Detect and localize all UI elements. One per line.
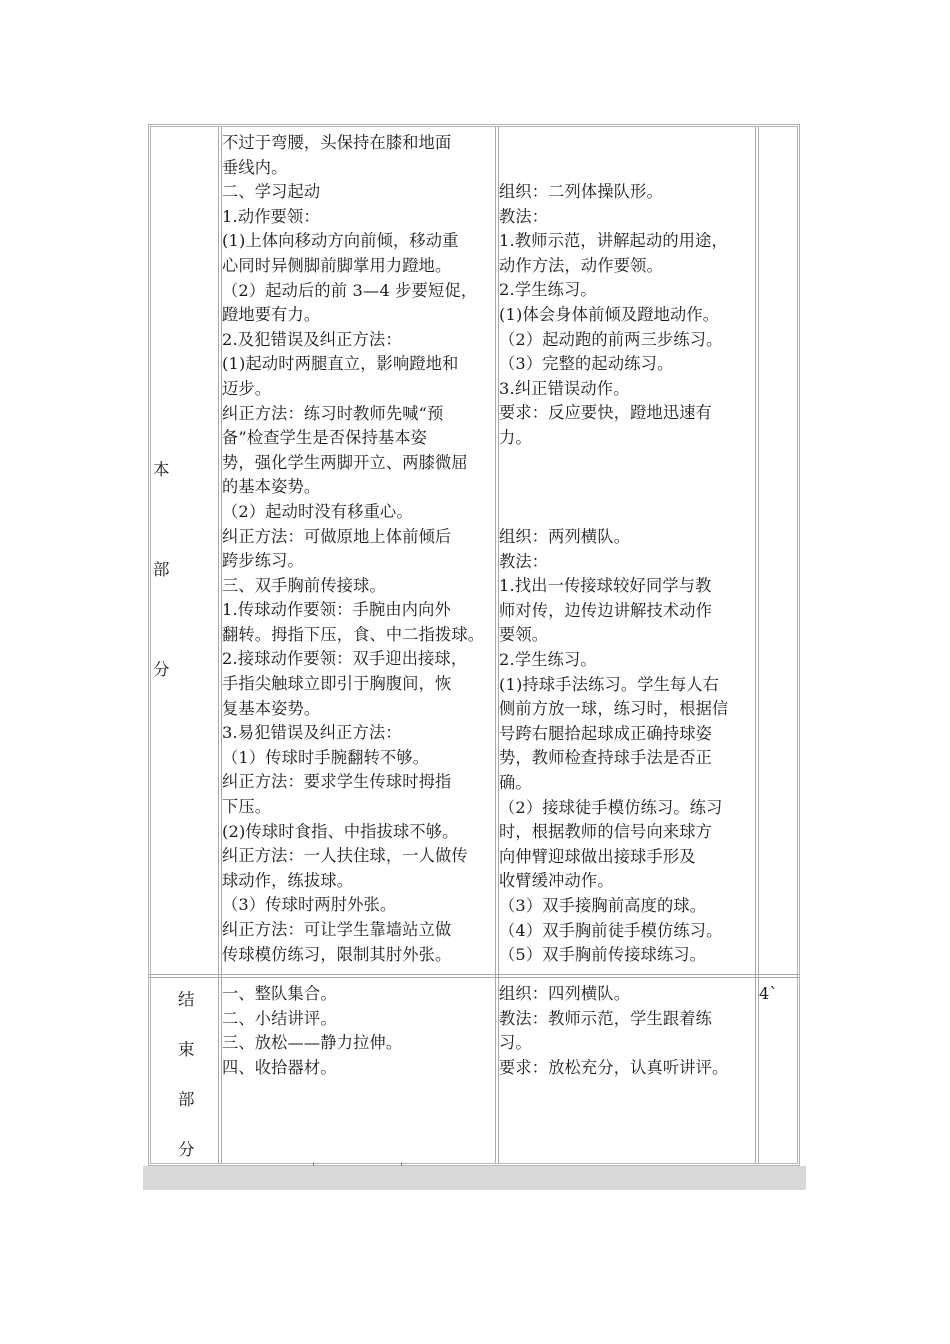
text-line: 教法：	[499, 206, 549, 226]
text-line: 三、放松——静力拉伸。	[222, 1033, 403, 1053]
text-line: 传球模仿练习，限制其肘外张。	[222, 944, 452, 964]
stage-label-char: 分	[153, 660, 170, 679]
text-line: 2.学生练习。	[499, 649, 597, 669]
text-line: 纠正方法：练习时教师先喊“预	[222, 403, 444, 423]
text-line: 1.动作要领：	[222, 206, 320, 226]
text-line: 的基本姿势。	[222, 477, 321, 497]
text-line: （5）双手胸前传接球练习。	[499, 945, 707, 965]
text-line: 复基本姿势。	[222, 698, 321, 718]
text-line: 心同时异侧脚前脚掌用力蹬地。	[222, 255, 452, 275]
text-line: 力。	[499, 427, 532, 447]
text-line: 势，教师检查持球手法是否正	[499, 748, 713, 768]
text-line: 要求：反应要快，蹬地迅速有	[499, 403, 713, 423]
text-line: 蹬地要有力。	[222, 305, 321, 325]
text-line: 2.学生练习。	[499, 280, 597, 300]
stage-label-char: 分	[178, 1140, 195, 1159]
text-line: （3）双手接胸前高度的球。	[499, 895, 707, 915]
method-column-block	[499, 525, 728, 968]
text-line: （3）完整的起动练习。	[499, 354, 674, 374]
row-divider	[148, 974, 800, 978]
text-line: 要求：放松充分，认真听讲评。	[499, 1057, 729, 1077]
text-line: 纠正方法：可让学生靠墙站立做	[222, 920, 452, 939]
text-line: （4）双手胸前徒手模仿练习。	[499, 920, 723, 940]
text-line: 向伸臂迎球做出接球手形及	[499, 846, 696, 866]
text-line: 确。	[499, 772, 532, 792]
text-line: 3.易犯错误及纠正方法：	[222, 723, 402, 743]
text-line: （2）起动时没有移重心。	[222, 501, 413, 521]
text-line: 垂线内。	[222, 157, 288, 177]
text-line: 备”检查学生是否保持基本姿	[222, 428, 428, 448]
text-line: 四、收拾器材。	[222, 1057, 337, 1077]
text-line: 纠正方法：一人扶住球，一人做传	[222, 846, 468, 866]
text-line: (1)起动时两腿直立，影响蹬地和	[222, 354, 459, 374]
text-line: 三、双手胸前传接球。	[222, 575, 386, 595]
text-line: 时，根据教师的信号向来球方	[499, 822, 713, 842]
text-line: 下压。	[222, 797, 272, 817]
text-line: 组织：二列体操队形。	[499, 182, 663, 201]
method-column-block	[499, 180, 728, 451]
text-line: 3.纠正错误动作。	[499, 378, 630, 398]
text-line: （1）传球时手腕翻转不够。	[222, 747, 430, 767]
text-line: 习。	[499, 1033, 532, 1053]
text-line: （2）起动后的前 3—4 步要短促，	[222, 280, 478, 300]
text-line: (1)上体向移动方向前倾，移动重	[222, 231, 459, 251]
text-line: 势，强化学生两脚开立、两膝微屈	[222, 452, 468, 472]
text-line: 纠正方法：要求学生传球时拇指	[222, 772, 452, 792]
text-line: （2）接球徒手模仿练习。练习	[499, 797, 723, 817]
text-line: 纠正方法：可做原地上体前倾后	[222, 526, 452, 546]
stage-label-char: 部	[178, 1090, 195, 1109]
text-line: 2.接球动作要领：双手迎出接球，	[222, 649, 468, 669]
text-line: （2）起动跑的前两三步练习。	[499, 329, 723, 349]
text-line: 收臂缓冲动作。	[499, 871, 614, 891]
text-line: 手指尖触球立即引于胸腹间，恢	[222, 674, 452, 694]
text-line: 组织：两列横队。	[499, 527, 631, 546]
text-line: (2)传球时食指、中指拔球不够。	[222, 821, 459, 841]
text-line: (1)体会身体前倾及蹬地动作。	[499, 304, 720, 324]
text-line: 组织：四列横队。	[499, 984, 631, 1003]
table-footer-bar	[143, 1166, 806, 1190]
text-line: 号跨右腿拾起球成正确持球姿	[499, 723, 713, 743]
stage-label-char: 结	[178, 990, 195, 1009]
text-line: （3）传球时两肘外张。	[222, 895, 397, 915]
text-line: 2.及犯错误及纠正方法：	[222, 329, 402, 349]
stage-label-char: 本	[153, 460, 170, 479]
text-line: 二、学习起动	[222, 182, 321, 202]
stage-label-char: 部	[153, 560, 170, 579]
text-line: 迈步。	[222, 378, 272, 398]
text-line: 一、整队集合。	[222, 984, 337, 1003]
text-line: 教法：	[499, 551, 549, 571]
text-line: 师对传，边传边讲解技术动作	[499, 600, 713, 620]
column-divider	[755, 127, 759, 1163]
text-line: 1.传球动作要领：手腕由内向外	[222, 600, 451, 620]
text-line: 教法：教师示范，学生跟着练	[499, 1008, 713, 1028]
text-line: (1)持球手法练习。学生每人右	[499, 674, 720, 694]
text-line: 1.找出一传接球较好同学与教	[499, 576, 712, 596]
stage-label-char: 束	[178, 1040, 195, 1059]
text-line: 侧前方放一球，练习时，根据信	[499, 699, 729, 719]
text-line: 要领。	[499, 625, 549, 645]
content-column	[222, 131, 484, 967]
time-cell: 4`	[759, 984, 778, 1003]
content-column	[222, 982, 402, 1080]
text-line: 不过于弯腰，头保持在膝和地面	[222, 133, 452, 152]
text-line: 二、小结讲评。	[222, 1008, 337, 1028]
text-line: 翻转。拇指下压，食、中二指拨球。	[222, 624, 485, 644]
text-line: 1.教师示范，讲解起动的用途，	[499, 231, 728, 251]
text-line: 动作方法，动作要领。	[499, 255, 663, 275]
method-column	[499, 982, 728, 1080]
text-line: 球动作，练拔球。	[222, 870, 354, 890]
text-line: 跨步练习。	[222, 551, 304, 571]
